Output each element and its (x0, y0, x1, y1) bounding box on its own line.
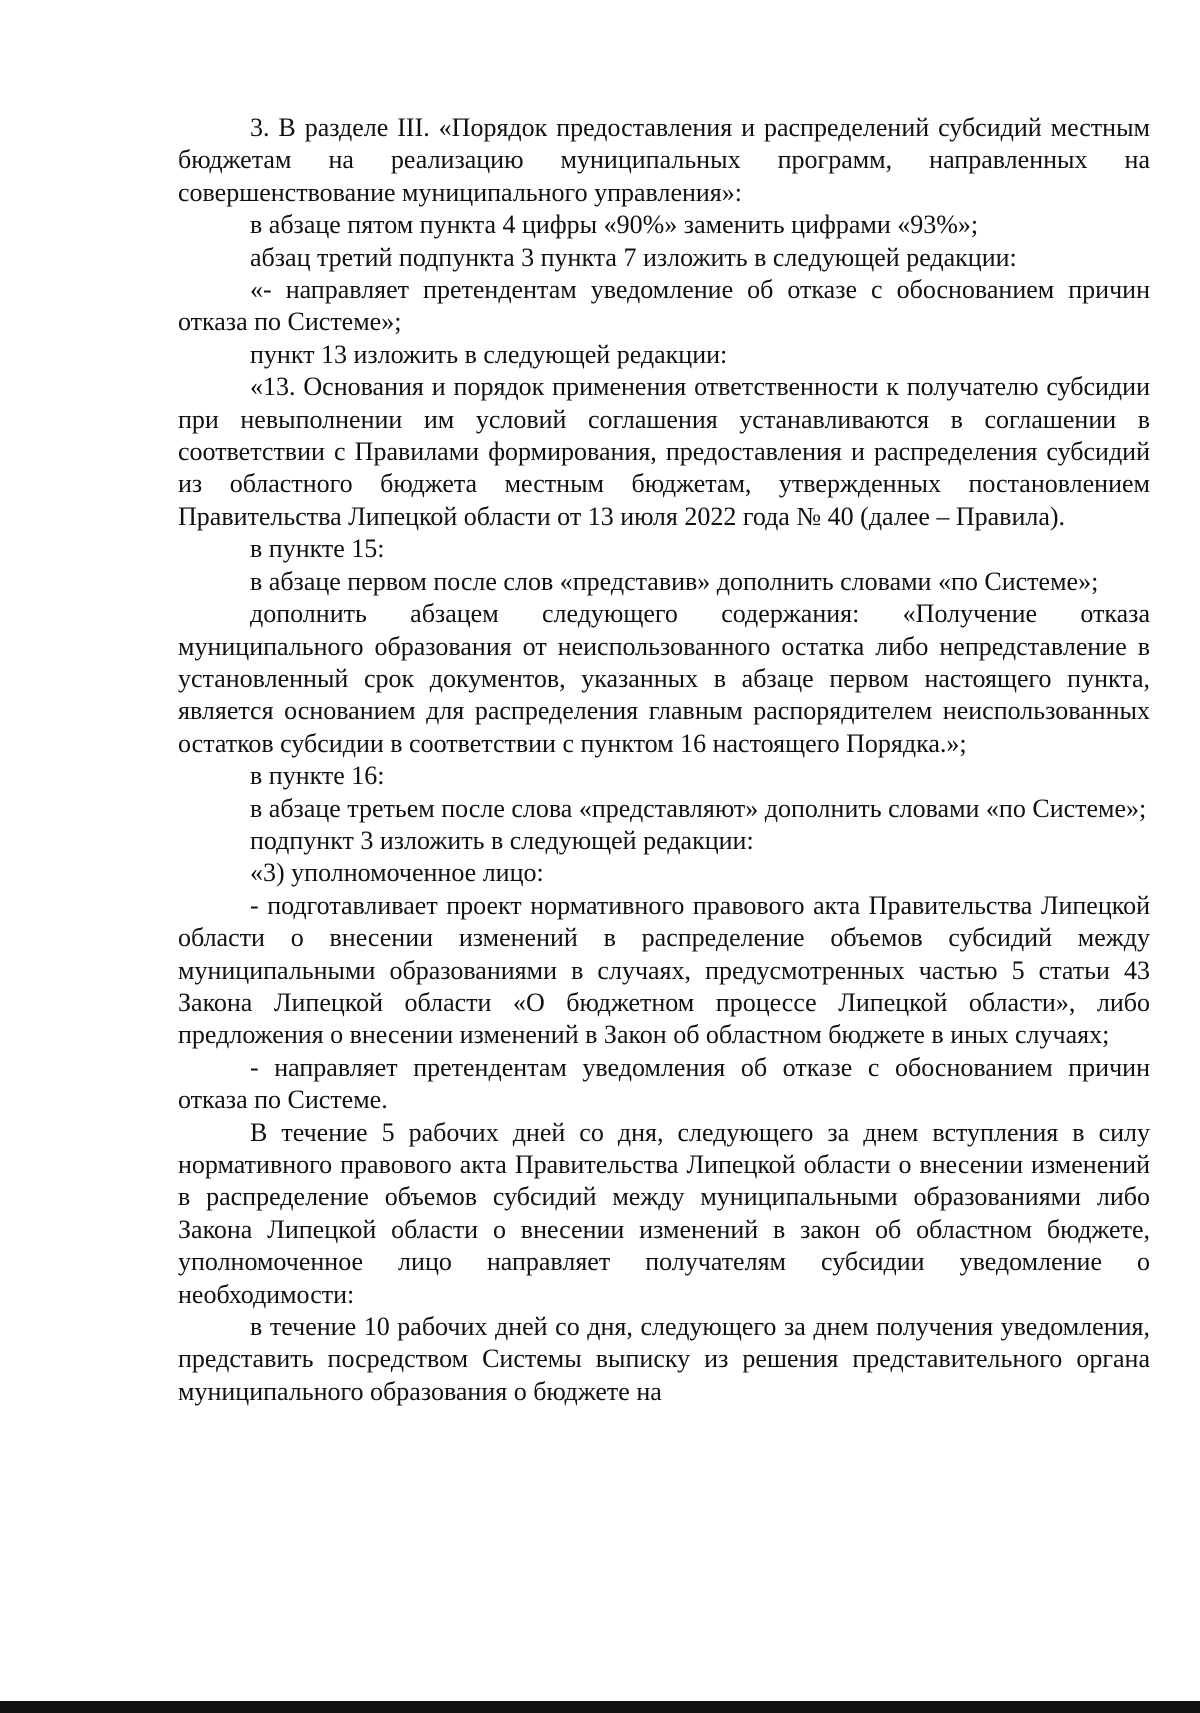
paragraph-ten-days: в течение 10 рабочих дней со дня, следующего за днем получения уведомления, представить посредством Системы выписку из решения представительного органа муниципального образования о бюджете на (178, 1312, 1150, 1406)
paragraph-item-15-addition: дополнить абзацем следующего содержания: «Получение отказа муниципального образования от неиспользованного остатка либо непредставление в установленный срок документов, указанных в абзаце первом настоящего пункта, является основанием для распределения главным распорядителем неиспользованных остатков субсидии в соответствии с пунктом 16 настоящего Порядка.»; (178, 599, 1150, 758)
paragraph-five-days: В течение 5 рабочих дней со дня, следующего за днем вступления в силу нормативного правового акта Правительства Липецкой области о внесении изменений в распределение объемов субсидий между муниципальными образованиями либо Закона Липецкой области о внесении изменений в закон об областном бюджете, уполномоченное лицо направляет получателям субсидии уведомление о необходимости: (178, 1117, 1150, 1309)
paragraph-subitem-3-intro: подпункт 3 изложить в следующей редакции: (250, 825, 754, 855)
paragraph-item-7-intro: абзац третий подпункта 3 пункта 7 изложить в следующей редакции: (250, 242, 1017, 272)
paragraph-subitem-3-dash-2: - направляет претендентам уведомления об отказе с обоснованием причин отказа по Системе. (178, 1052, 1150, 1115)
paragraph-subitem-3-dash-1: - подготавливает проект нормативного правового акта Правительства Липецкой области о внесении изменений в распределение объемов субсидий между муниципальными образованиями в случаях, предусмотренных частью 5 статьи 43 Закона Липецкой области «О бюджетном процессе Липецкой области», либо предложения о внесении изменений в Закон об областном бюджете в иных случаях; (178, 890, 1150, 1050)
paragraph-item-16-intro: в пункте 16: (250, 761, 385, 791)
paragraph-item-13-intro: пункт 13 изложить в следующей редакции: (250, 339, 728, 369)
document-page (178, 112, 1150, 1408)
paragraph-item-13-text: «13. Основания и порядок применения ответственности к получателю субсидии при невыполнении им условий соглашения устанавливаются в соглашении в соответствии с Правилами формирования, предоставления и распределения субсидий из областного бюджета местным бюджетам, утвержденных постановлением Правительства Липецкой области от 13 июля 2022 года № 40 (далее – Правила). (178, 372, 1150, 531)
paragraph-section-3-heading: 3. В разделе III. «Порядок предоставления и распределений субсидий местным бюджетам на реализацию муниципальных программ, направленных на совершенствование муниципального управления»: (178, 113, 1150, 207)
paragraph-item-4-amendment: в абзаце пятом пункта 4 цифры «90%» заменить цифрами «93%»; (250, 210, 979, 240)
paragraph-subitem-3-text: «3) уполномоченное лицо: (250, 858, 544, 888)
paragraph-item-7-text: «- направляет претендентам уведомление об отказе с обоснованием причин отказа по Системе»; (178, 275, 1150, 337)
paragraph-item-15-first: в абзаце первом после слов «представив» дополнить словами «по Системе»; (250, 566, 1099, 596)
paragraph-item-16-third: в абзаце третьем после слова «представляют» дополнить словами «по Системе»; (250, 793, 1147, 823)
paragraph-item-15-intro: в пункте 15: (250, 534, 385, 564)
scan-bottom-edge (0, 1701, 1200, 1713)
